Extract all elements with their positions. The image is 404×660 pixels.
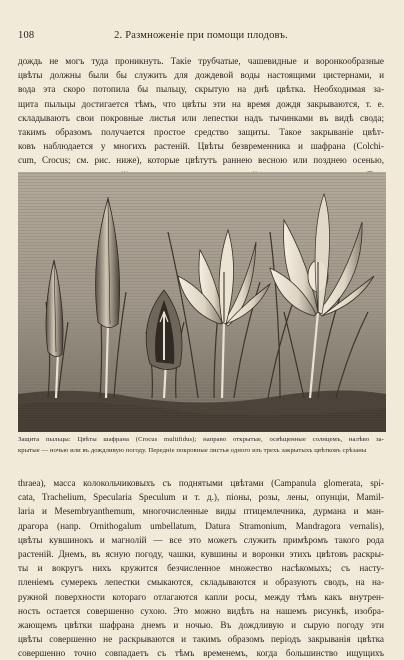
figure-caption	[18, 434, 384, 456]
page-header	[18, 30, 384, 46]
text-line: ковъ наблюдается у многихъ растеній. Цвѣты безвременника и шафрана (Colchi-	[18, 141, 384, 152]
text-line: вода эта скоро потопила бы пыльцу, скрытую на днѣ цвѣтка. Необходимая за-	[18, 84, 384, 95]
page-number: 108	[18, 30, 35, 41]
text-line: щита пыльцы достигается тѣмъ, что цвѣты эти на время дождя закрываются, т. е.	[18, 98, 384, 109]
text-line: пленіемъ сумерекъ лепестки смыкаются, складываются и образуютъ сводъ, на на-	[18, 577, 384, 588]
caption-line: Защита пыльцы: Цвѣты шафрана (Crocus multifidus); направо открытые, освѣщенные солнцемъ, налѣво за-	[18, 436, 384, 443]
text-line: ружной поверхности котораго отлагаются капли росы, между тѣмъ какъ внутрен-	[18, 591, 384, 602]
text-line: цвѣты совершенно не раскрываются и такимъ образомъ періодъ закрыванія цвѣтка	[18, 634, 384, 645]
crocus-engraving	[18, 172, 386, 432]
text-line: thraea), масса колокольчиковыхъ съ поднятыми цвѣтами (Campanula glomerata, spi-	[18, 478, 384, 488]
body-text-top	[18, 54, 384, 182]
text-line: драгора (напр. Ornithogalum umbellatum, Datura Stramonium, Mandragora vernalis),	[18, 520, 384, 531]
text-line: растеній. Днемъ, въ ясную погоду, чашки, кувшины и воронки этихъ цвѣтовъ раскры-	[18, 548, 384, 559]
caption-line: крытые — ночью или въ дождливую погоду. Передніе покровные листья одного изъ трехъ закрытыхъ цвѣтковъ срѣзаны	[18, 447, 367, 454]
text-line: laria и Mesembryanthemum, многочисленные виды птицемлечника, дурмана и ман-	[18, 506, 384, 517]
text-line: цвѣты кувшинокъ и магнолій — все это можетъ служить примѣромъ такого рода	[18, 534, 384, 545]
running-title: 2. Размноженіе при помощи плодовъ.	[114, 30, 288, 41]
text-line: цвѣты должны были бы служить для дождевой воды настоящими цистернами, и	[18, 70, 384, 81]
text-line: дождь не могъ туда проникнуть. Такіе трубчатые, чашевидные и воронкообразные	[18, 56, 384, 66]
text-line: ты и вокругъ нихъ кружится безчисленное множество насѣкомыхъ; съ насту-	[18, 563, 384, 574]
text-line: cum, Crocus; см. рис. ниже), которые цвѣтутъ раннею весною или позднею осенью,	[18, 155, 384, 166]
text-line: жающемъ цвѣтки шафрана днемъ и ночью. Въ дождливую и сырую погоду эти	[18, 619, 384, 630]
text-line: совершенно точно совпадаетъ съ тѣмъ временемъ, когда большинство ищущихъ	[18, 648, 384, 659]
text-line: такимъ образомъ получается простое средство защиты. Такое закрываніе цвѣт-	[18, 126, 384, 137]
text-line: складываютъ свои покровные листья или лепестки надъ тычинками въ видѣ свода;	[18, 112, 384, 123]
body-text-bottom	[18, 476, 384, 660]
text-line: cata, Trachelium, Specularia Speculum и т. д.), піоны, розы, лены, опунціи, Mamil-	[18, 492, 384, 503]
text-line: ность остается совершенно сухою. Это можно видѣть на нашемъ рисункѣ, изобра-	[18, 605, 384, 616]
